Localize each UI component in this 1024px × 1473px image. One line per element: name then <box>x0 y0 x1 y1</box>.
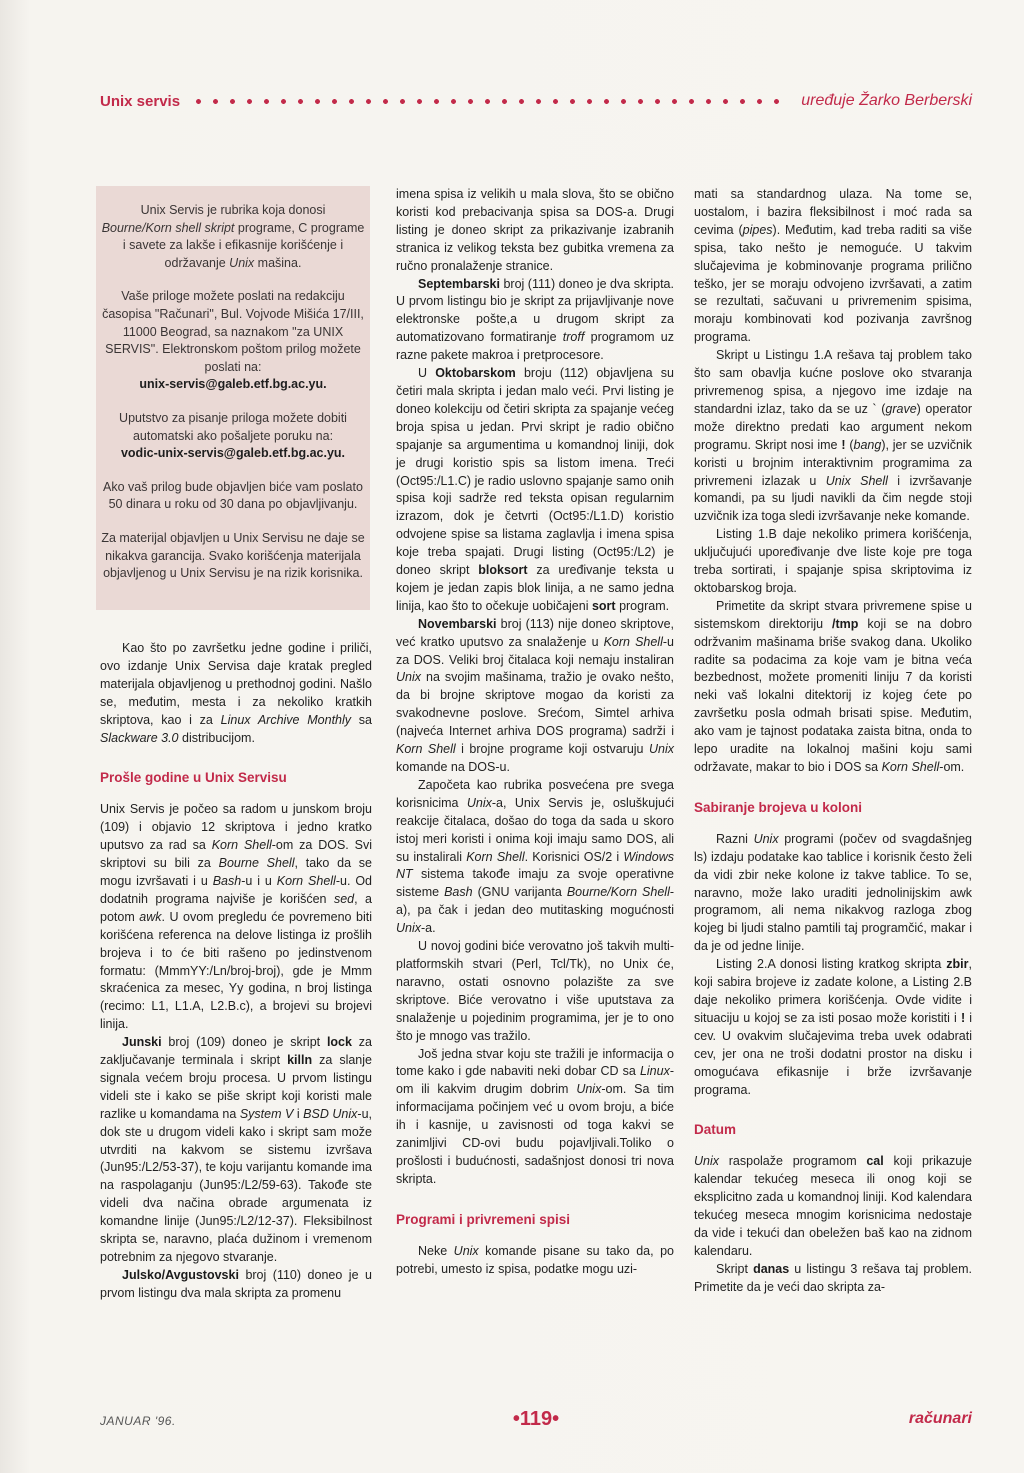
box-payment: Ako vaš prilog bude objavljen biće vam poslato 50 dinara u roku od 30 dana po objavljivanju. <box>103 479 363 512</box>
section-title: Unix servis <box>100 92 181 110</box>
box-contribution: Vaše priloge možete poslati na redakciju časopisa "Računari", Bul. Vojvode Mišića 17/III, 11000 Beograd, sa naznakom "za UNIX SERVIS". Elektronskom poštom prilog možete poslati na: unix-servis@galeb.etf.bg.ac.yu. <box>102 289 364 392</box>
page-footer <box>100 1408 972 1438</box>
page-header <box>100 86 972 116</box>
magazine-logo: računari <box>908 1410 972 1427</box>
email-address-instructions: vodic-unix-servis@galeb.etf.bg.ac.yu. <box>120 446 346 461</box>
paragraph: imena spisa iz velikih u mala slova, što se obično koristi kod prebacivanja spisa sa DOS-a. Drugi listing je doneo skript za prikazivanje izabranih stranica iz velikog teksta bez gubitka vremena za ručno pronalaženje stranice. <box>396 187 674 273</box>
paragraph: Skript u Listingu 1.A rešava taj problem tako što sam obavlja kućne poslove oko stvaranja privremenog spisa, a njegovo ime izdaje na standardni izlaz, tako da se uz ` (grave) operator može direktno predati kao argument nekom programu. Skript nosi ime ! (bang), jer se uzvičnik koristi u brojnim interaktivnim programima za privremeni izlazak u Unix Shell i izvršavanje komandi, pa su ljudi navikli da čim negde stoji uzvičnik iza toga sledi izvršavanje neke komande. <box>694 348 972 524</box>
paragraph: Listing 1.B daje nekoliko primera korišćenja, uključujući upoređivanje dve liste koje pre toga treba sortirati, i spajanje spisa skriptovima iz oktobarskog broja. <box>694 527 972 595</box>
paragraph: Započeta kao rubrika posvećena pre svega korisnicima Unix-a, Unix Servis je, osluškujući reakcije čitalaca, došao do toga da sada u skoro istoj meri koristi i onima koji imaju samo DOS, ali su instalirali Korn Shell. Korisnici OS/2 i Windows NT sistema takođe imaju za svoje operativne sisteme Bash (GNU varijanta Bourne/Korn Shell-a), pa čak i jedan deo mutitasking mogućnosti Unix-a. <box>396 777 675 936</box>
info-box <box>96 186 370 610</box>
paragraph: Novembarski broj (113) nije doneo skriptove, već kratko uputsvo za snalaženje u Korn Shell-u za DOS. Veliki broj čitalaca koji nemaju instaliran Unix na svojim mašinama, tražio je ovako nešto, da bi brojne skriptove mogao da koristi za svakodnevne poslove. Srećom, Simtel arhiva (najveća Internet arhiva DOS programa) sadrži i Korn Shell i brojne programe koji ostvaruju Unix komande na DOS-u. <box>396 616 674 774</box>
issue-date: JANUAR '96. <box>100 1414 176 1428</box>
paragraph: Razni Unix programi (počev od svagdašnjeg ls) izdaju podatake kao tablice i korisnik često želi da vidi zbir neke kolone iz takve tablice. To se, naravno, može lako uraditi jednolinijskim awk programom, ali nema nikakvog razloga zbog kojeg bi ljudi stalno pamtili taj programčić, makar i da je od jedne linije. <box>694 831 972 954</box>
section-heading: Prošle godine u Unix Servisu <box>100 770 287 786</box>
paragraph: Julsko/Avgustovski broj (110) doneo je u prvom listingu dva mala skripta za promenu <box>100 1267 372 1300</box>
paragraph: Neke Unix komande pisane su tako da, po potrebi, umesto iz spisa, podatke mogu uzi- <box>396 1243 674 1276</box>
dotted-rule <box>190 99 791 104</box>
paragraph: Skript danas u listingu 3 rešava taj problem. Primetite da je veći dao skripta za- <box>694 1261 972 1294</box>
paragraph: Još jedna stvar koju ste tražili je informacija o tome kako i gde nabaviti neki dobar CD sa Linux-om ili kakvim drugim dobrim Unix-om. Sa tim informacijama počinjem već u ovom broju, a biće ih i kasnije, u zavisnosti od toga kakvi se zanimljivi CD-ovi budu pojavljivali.Toliko o prošlosti i budućnosti, sadašnjost donosi tri nova skripta. <box>396 1046 674 1186</box>
paragraph: Septembarski broj (111) doneo je dva skripta. U prvom listingu bio je skript za prijavljivanje nove elektronske pošte,a u drugom skript za automatizovano formatiranje troff programom uz razne pakete makroa i pretprocesore. <box>396 276 674 363</box>
paragraph: Unix Servis je počeo sa radom u junskom broju (109) i objavio 12 skriptova i jedno kratko uputsvo za rad sa Korn Shell-om za DOS. Svi skriptovi su bili za Bourne Shell, tako da se mogu izvršavati i u Bash-u i u Korn Shell-u. Od dodatnih programa najviše je korišćen sed, a potom awk. U ovom pregledu će povremeno biti korišćena referenca na delove listinga iz prošlih brojeva i to će biti rašeno po jedinstvenom formatu: (MmmYY:/Ln/broj-broj), gde je Mmm skraćenica za mesec, Yy godina, n broj listinga (recimo: L1, L1.A, L2.B.c), a brojevi su brojevi linija. <box>100 802 373 1032</box>
box-instructions: Uputstvo za pisanje priloga možete dobiti automatski ako pošaljete poruku na: vodic-unix-servis@galeb.etf.bg.ac.yu. <box>119 410 347 461</box>
paragraph: U novoj godini biće verovatno još takvih multi-platformskih stvari (Perl, Tcl/Tk), no Unix će, naravno, ostati osnovno polazište za sve skriptove. Biće verovatno i više uputstava za snalaženje u pojedinim programima, jer je to ono što je mnogo vas tražilo. <box>396 939 674 1043</box>
paragraph: Primetite da skript stvara privremene spise u sistemskom direktoriju /tmp koji se na dobro održvanim mašinama briše svakog dana. Ukoliko radite sa podacima za koje vam je bitna veća bezbednost, možete promeniti liniju 7 da koristi neki vaš lokalni ditektorij iz kojeg ćete po završetku posla odmah brisati spise. Međutim, ako vam je tajnost podataka zaista bitna, onda to lepo uradite na lokalnoj mašini koju sami održavate, makar to bio i DOS sa Korn Shell-om. <box>694 598 972 774</box>
column-2 <box>396 186 674 1278</box>
box-disclaimer: Za materijal objavljen u Unix Servisu ne daje se nikakva garancija. Svako korišćenja materijala objavljenog u Unix Servisu je na rizik korisnika. <box>101 530 365 581</box>
paragraph: Listing 2.A donosi listing kratkog skripta zbir, koji sabira brojeve iz zadate kolone, a Listing 2.B daje nekoliko primera korišćenja. Ovde vidite i situaciju u kojoj se za isti posao može koristiti i ! i cev. U ovakvim slučajevima treba uvek odabrati cev, jer ona ne troši dodatni prostor na disku i omogućava efikasnije i brže izvršavanje programa. <box>694 957 972 1097</box>
email-address: unix-servis@galeb.etf.bg.ac.yu. <box>139 377 327 392</box>
section-heading: Programi i privremeni spisi <box>396 1211 571 1227</box>
paragraph: Junski broj (109) doneo je skript lock za zaključavanje terminala i skript killn za slanje signala većem broju procesa. U prvom listingu videli ste i kako se piše skript koji koristi male razlike u komandama na System V i BSD Unix-u, dok ste u drugom videli kako i skript sam može utvrditi na kakvom se sistemu izvršava (Jun95:/L2/53-37), te koju varijantu komande ima na raspolaganju (Jun95:/L2/59-63). Takođe ste videli dva načina obrade argumenata iz komandne linije (Jun95:/L2/12-37). Fleksibilnost skripta se, naravno, plaća dužinom i vremenom potrebnim za njegovo stvaranje. <box>100 1035 372 1264</box>
editor-credit: uređuje Žarko Berberski <box>801 92 972 109</box>
paragraph: U Oktobarskom broju (112) objavljena su četiri mala skripta i jedan malo veći. Prvi listing je doneo kolekciju od četiri skripta za spajanje većeg broja spisa u jedan. Prvi skript je radio obično spajanje sa argumentima u komandnoj liniji, dok je drugi koristio spis sa listom imena. Treći (Oct95:/L1.C) je radio uslovno spajanje samo onih spisa koji sadrže red teksta opisan regularnim izrazom, dok je četvrti (Oct95:/L1.D) koristio odvojene spise sa listama zaglavlja i imena spisa koje treba spajati. Drugi listing (Oct95:/L2) je doneo skript bloksort za uređivanje teksta u kojem je jedan zapis blok linija, a ne samo jedna linija, kao što to očekuje uobičajeni sort program. <box>396 366 675 613</box>
column-3 <box>694 186 972 1297</box>
paragraph: Kao što po završetku jedne godine i priliči, ovo izdanje Unix Servisa daje kratak pregled materijala objavljenog u prethodnoj godini. Našlo se, međutim, mesta i za nekoliko kratkih skriptova, kao i za Linux Archive Monthly sa Slackware 3.0 distribucijom. <box>100 641 372 745</box>
page-number: •119• <box>512 1408 560 1430</box>
section-heading: Datum <box>694 1122 737 1138</box>
box-intro: Unix Servis je rubrika koja donosi <box>140 203 326 217</box>
paragraph: Unix raspolaže programom cal koji prikazuje kalendar tekućeg meseca ili onog koji se eksplicitno zada u komandnoj liniji. Kod kalendara tekućeg meseca mnogim korisnicima nedostaje da vide i tekući dan obeležen baš kao na zidnom kalendaru. <box>694 1154 972 1258</box>
section-heading: Sabiranje brojeva u koloni <box>694 799 863 815</box>
column-1 <box>100 640 372 1303</box>
paragraph: mati sa standardnog ulaza. Na tome se, uostalom, i bazira fleksibilnost i moć rada sa cevima (pipes). Međutim, kad treba raditi sa više spisa, tako nešto je nemoguće. U takvim slučajevima je kobminovanje programa prilično teško, jer se moraju odvojeno izvršavati, a zatim se rezultati, sačuvani u privremenim spisima, moraju kombinovati kod pozivanja završnog programa. <box>694 187 973 345</box>
box-intro-cont: Bourne/Korn shell skript programe, C programe i savete za lakše i efikasnije korišćenje i održavanje Unix mašina. <box>101 220 365 270</box>
